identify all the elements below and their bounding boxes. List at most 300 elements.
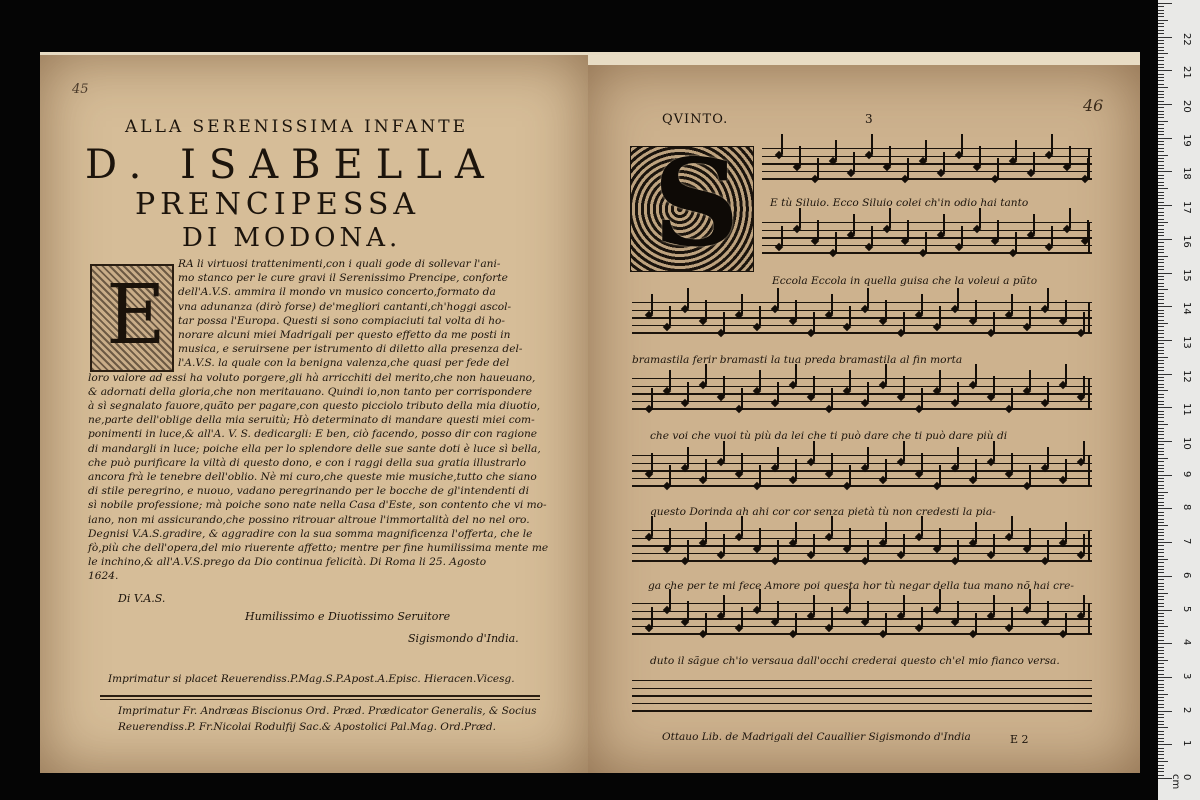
ruler-tick — [1158, 727, 1168, 728]
ruler-tick — [1158, 643, 1172, 644]
note-stem — [961, 226, 963, 246]
ruler-tick — [1158, 23, 1164, 24]
ruler-tick — [1158, 765, 1164, 766]
ruler-tick — [1158, 144, 1164, 145]
ruler-tick — [1158, 212, 1164, 213]
note-stem — [831, 388, 833, 408]
ruler-label: 11 — [1181, 403, 1192, 417]
ruler-tick — [1158, 525, 1168, 526]
page-number: 3 — [865, 112, 873, 126]
lyric-line: ga che per te mi fece Amore poi questa hor tù negar della tua mano nõ hai cre- — [648, 580, 1074, 592]
note-stem — [925, 232, 927, 252]
ruler-tick — [1158, 535, 1164, 536]
ruler-tick — [1158, 465, 1164, 466]
note-stem — [835, 232, 837, 252]
music-staff — [632, 603, 1092, 634]
note-stem — [705, 364, 707, 384]
note-stem — [885, 459, 887, 479]
note-stem — [885, 613, 887, 633]
ruler-tick — [1158, 711, 1172, 712]
note-stem — [1015, 140, 1017, 160]
ruler-tick — [1158, 586, 1164, 587]
ruler-tick — [1158, 259, 1164, 260]
note-stem — [831, 607, 833, 627]
ruler-tick — [1158, 684, 1164, 685]
ruler-tick — [1158, 700, 1164, 701]
note-stem — [993, 441, 995, 461]
bar-line — [1088, 378, 1090, 409]
body-line: & adornati della gloria,che non meritauano. Quindi io,non tanto per corrispondere — [88, 385, 532, 398]
body-line: ne,parte dell'oblige della mia seruitù; Hò determinato di mandare questi miei com- — [88, 414, 535, 427]
ruler-tick — [1158, 299, 1164, 300]
note-stem — [993, 376, 995, 396]
ruler-tick — [1158, 680, 1164, 681]
ruler-tick — [1158, 269, 1164, 270]
ruler-tick — [1158, 198, 1164, 199]
author-signature: Sigismondo d'India. — [408, 632, 519, 645]
note-stem — [831, 453, 833, 473]
note-stem — [781, 134, 783, 154]
note-stem — [1029, 589, 1031, 609]
ruler-tick — [1158, 394, 1164, 395]
ruler-tick — [1158, 539, 1164, 540]
ruler-tick — [1158, 478, 1164, 479]
ruler-tick — [1158, 454, 1164, 455]
note-stem — [813, 595, 815, 615]
note-stem — [835, 140, 837, 160]
note-stem — [777, 540, 779, 560]
note-stem — [759, 370, 761, 390]
ruler-tick — [1158, 707, 1164, 708]
imprimatur-line-2: Imprimatur Fr. Andræas Biscionus Ord. Præd. Prædicator Generalis, & Socius — [118, 705, 537, 717]
ruler-tick — [1158, 744, 1172, 745]
ruler-tick — [1158, 428, 1164, 429]
dedication-heading: ALLA SERENISSIMA INFANTE — [125, 117, 468, 137]
dedication-title: PRENCIPESSA — [135, 187, 421, 222]
note-stem — [885, 300, 887, 320]
note-stem — [1065, 364, 1067, 384]
ruler-tick — [1158, 616, 1164, 617]
note-stem — [939, 465, 941, 485]
note-stem — [957, 540, 959, 560]
decorated-initial-e — [90, 264, 174, 372]
note-stem — [741, 453, 743, 473]
ruler-tick — [1158, 751, 1164, 752]
ruler-tick — [1158, 377, 1164, 378]
bar-line — [1088, 530, 1090, 561]
ruler-tick — [1158, 734, 1164, 735]
ruler-tick — [1158, 374, 1172, 375]
note-stem — [957, 447, 959, 467]
bar-line — [1088, 302, 1090, 333]
ruler-tick — [1158, 306, 1172, 307]
ruler-label: 15 — [1181, 268, 1192, 282]
note-stem — [921, 607, 923, 627]
ruler-tick — [1158, 74, 1164, 75]
ruler-tick — [1158, 242, 1164, 243]
folio-number-left: 45 — [72, 82, 89, 97]
note-stem — [867, 601, 869, 621]
ruler-label: 2 — [1181, 706, 1192, 713]
body-line: tar possa l'Europa. Questi si sono compiaciuti tal volta di ho- — [178, 314, 505, 327]
note-stem — [795, 459, 797, 479]
note-stem — [957, 601, 959, 621]
ruler-tick — [1158, 188, 1168, 189]
ruler-tick — [1158, 697, 1164, 698]
ruler-tick — [1158, 754, 1164, 755]
ruler-tick — [1158, 650, 1164, 651]
ruler-tick — [1158, 552, 1164, 553]
note-stem — [849, 589, 851, 609]
body-line: sì nobile professione; mà poiche sono nate nella Casa d'Este, son contento che vi mo- — [88, 499, 547, 512]
ruler-tick — [1158, 70, 1172, 71]
note-stem — [669, 370, 671, 390]
note-stem — [759, 306, 761, 326]
note-stem — [813, 376, 815, 396]
ruler-label: 17 — [1181, 201, 1192, 214]
note-stem — [687, 447, 689, 467]
note-stem — [741, 388, 743, 408]
ruler-tick — [1158, 522, 1164, 523]
ruler-tick — [1158, 545, 1164, 546]
bar-line — [1088, 455, 1090, 486]
ruler-tick — [1158, 748, 1164, 749]
note-stem — [849, 370, 851, 390]
ruler-tick — [1158, 91, 1164, 92]
ruler-tick — [1158, 566, 1164, 567]
body-line: RA li virtuosi trattenimenti,con i quali gode di sollevar l'ani- — [178, 258, 501, 270]
ruler-label: 8 — [1181, 504, 1192, 511]
note-stem — [1011, 294, 1013, 314]
ruler-tick — [1158, 286, 1164, 287]
ruler-tick — [1158, 485, 1164, 486]
ruler-tick — [1158, 104, 1172, 105]
ruler-tick — [1158, 690, 1164, 691]
ruler-tick — [1158, 424, 1168, 425]
signature-mark: E 2 — [1010, 733, 1029, 746]
divider — [100, 695, 540, 697]
initial-letter: S — [653, 133, 740, 274]
note-stem — [705, 300, 707, 320]
note-stem — [1033, 214, 1035, 234]
ruler-tick — [1158, 721, 1164, 722]
note-stem — [957, 288, 959, 308]
ruler-label: 5 — [1181, 605, 1192, 612]
lyric-line: questo Dorinda ah ahi cor cor senza pietà tù non credesti la pia- — [650, 506, 996, 518]
ruler-tick — [1158, 613, 1164, 614]
ruler-tick — [1158, 222, 1168, 223]
ruler-tick — [1158, 599, 1164, 600]
note-stem — [1047, 382, 1049, 402]
ruler-label: 10 — [1181, 437, 1192, 450]
note-stem — [885, 522, 887, 542]
ruler-tick — [1158, 171, 1172, 172]
ruler-tick — [1158, 350, 1164, 351]
body-line: di mandargli in luce; poiche ella per lo splendore delle sue sante doti è luce sì bella, — [88, 442, 541, 455]
note-stem — [813, 312, 815, 332]
ruler-tick — [1158, 370, 1164, 371]
note-stem — [1047, 288, 1049, 308]
ruler-tick — [1158, 390, 1168, 391]
ruler-tick — [1158, 384, 1164, 385]
note-stem — [853, 152, 855, 172]
note-stem — [723, 376, 725, 396]
note-stem — [777, 382, 779, 402]
ruler-tick — [1158, 232, 1164, 233]
body-line: che può purificare la viltà di questo dono, e con i raggi della sua gratia illustrarlo — [88, 456, 526, 469]
ruler-tick — [1158, 256, 1168, 257]
note-stem — [1083, 376, 1085, 396]
ruler-tick — [1158, 320, 1164, 321]
ruler-tick — [1158, 6, 1164, 7]
note-stem — [723, 534, 725, 554]
ruler-tick — [1158, 529, 1164, 530]
note-stem — [1083, 312, 1085, 332]
note-stem — [777, 288, 779, 308]
music-staff — [762, 148, 1092, 179]
note-stem — [849, 528, 851, 548]
ruler-tick — [1158, 583, 1164, 584]
divider — [100, 699, 540, 700]
note-stem — [1011, 388, 1013, 408]
music-staff — [762, 222, 1092, 253]
ruler-tick — [1158, 768, 1164, 769]
ruler-tick — [1158, 731, 1164, 732]
note-stem — [705, 613, 707, 633]
ruler-tick — [1158, 57, 1164, 58]
note-stem — [795, 364, 797, 384]
ruler-tick — [1158, 161, 1164, 162]
ruler-tick — [1158, 107, 1164, 108]
ruler-tick — [1158, 30, 1164, 31]
ruler-label: 0 cm — [1170, 774, 1192, 790]
ruler-tick — [1158, 468, 1164, 469]
ruler-tick — [1158, 239, 1172, 240]
note-stem — [1033, 152, 1035, 172]
ruler-tick — [1158, 293, 1164, 294]
ruler-tick — [1158, 114, 1164, 115]
note-stem — [975, 459, 977, 479]
note-stem — [705, 522, 707, 542]
decorated-initial-s — [630, 133, 754, 274]
note-stem — [993, 534, 995, 554]
ruler-tick — [1158, 438, 1164, 439]
note-stem — [799, 146, 801, 166]
note-stem — [957, 382, 959, 402]
ruler-tick — [1158, 182, 1164, 183]
ruler-tick — [1158, 471, 1164, 472]
ruler-tick — [1158, 43, 1164, 44]
dedication-name: D. ISABELLA — [85, 142, 497, 188]
ruler-tick — [1158, 64, 1164, 65]
note-stem — [1083, 534, 1085, 554]
ruler-label: 6 — [1181, 571, 1192, 579]
note-stem — [1011, 516, 1013, 536]
ruler-tick — [1158, 431, 1164, 432]
ruler-tick — [1158, 495, 1164, 496]
note-stem — [777, 601, 779, 621]
ruler-tick — [1158, 3, 1172, 4]
folio-number-right: 46 — [1083, 96, 1104, 115]
ruler-tick — [1158, 512, 1164, 513]
ruler-tick — [1158, 310, 1164, 311]
ruler-tick — [1158, 13, 1164, 14]
ruler-tick — [1158, 16, 1164, 17]
ruler-tick — [1158, 158, 1164, 159]
ruler-tick — [1158, 279, 1164, 280]
body-line: le inchino,& all'A.V.S.prego da Dio continua felicità. Di Roma li 25. Agosto — [88, 556, 487, 569]
body-line: Degnisi V.A.S.gradire, & aggradire con la sua somma magnificenza l'offerta, che le — [88, 527, 533, 540]
note-stem — [1069, 146, 1071, 166]
body-line: 1624. — [88, 570, 119, 583]
ruler-tick — [1158, 687, 1164, 688]
ruler-tick — [1158, 704, 1164, 705]
ruler-tick — [1158, 252, 1164, 253]
note-stem — [741, 607, 743, 627]
ruler-tick — [1158, 387, 1164, 388]
note-stem — [867, 382, 869, 402]
ruler-tick — [1158, 316, 1164, 317]
ruler-tick — [1158, 660, 1168, 661]
ruler-tick — [1158, 461, 1164, 462]
note-stem — [1011, 453, 1013, 473]
ruler-tick — [1158, 215, 1164, 216]
ruler-tick — [1158, 492, 1168, 493]
note-stem — [1065, 522, 1067, 542]
body-line: à sì segnalato fauore,quãto per pagare,con questo picciolo tributo della mia diuotio, — [88, 400, 541, 412]
body-line: dell'A.V.S. ammira il mondo vn musico concerto,formato da — [178, 286, 496, 299]
note-stem — [705, 459, 707, 479]
ruler-tick — [1158, 623, 1164, 624]
ruler-tick — [1158, 134, 1164, 135]
ruler-tick — [1158, 407, 1172, 408]
book-footer: Ottauo Lib. de Madrigali del Cauallier Sigismondo d'India — [662, 731, 971, 743]
note-stem — [1083, 595, 1085, 615]
ruler-tick — [1158, 37, 1172, 38]
ruler-tick — [1158, 401, 1164, 402]
body-line: fò,più che dell'opera,del mio riuerente affetto; mentre per fine humilissima mente me — [88, 542, 549, 554]
ruler-label: 1 — [1181, 740, 1192, 747]
ruler-tick — [1158, 53, 1168, 54]
ruler-tick — [1158, 77, 1164, 78]
ruler-tick — [1158, 192, 1164, 193]
ruler-tick — [1158, 97, 1164, 98]
ruler-tick — [1158, 448, 1164, 449]
ruler-tick — [1158, 636, 1164, 637]
ruler-tick — [1158, 296, 1164, 297]
closing: Humilissimo e Diuotissimo Seruitore — [245, 610, 451, 623]
note-stem — [849, 306, 851, 326]
ruler-tick — [1158, 333, 1164, 334]
note-stem — [781, 226, 783, 246]
ruler-tick — [1158, 47, 1164, 48]
ruler-tick — [1158, 363, 1164, 364]
ruler-tick — [1158, 155, 1168, 156]
ruler-label: 19 — [1181, 133, 1192, 147]
note-stem — [993, 595, 995, 615]
note-stem — [885, 364, 887, 384]
ruler-tick — [1158, 128, 1164, 129]
note-stem — [867, 540, 869, 560]
ruler-tick — [1158, 434, 1164, 435]
note-stem — [1029, 528, 1031, 548]
ruler-tick — [1158, 283, 1164, 284]
ruler-tick — [1158, 337, 1164, 338]
ruler-tick — [1158, 229, 1164, 230]
salutation: Di V.A.S. — [118, 592, 166, 605]
ruler-tick — [1158, 741, 1164, 742]
ruler-tick — [1158, 562, 1164, 563]
ruler-tick — [1158, 404, 1164, 405]
ruler-tick — [1158, 771, 1164, 772]
lyric-line: E tù Siluio. Ecco Siluio colei ch'in odio hai tanto — [770, 197, 1029, 209]
lyric-line: bramastila ferir bramasti la tua preda bramastila al fin morta — [632, 354, 963, 366]
note-stem — [867, 447, 869, 467]
note-stem — [997, 158, 999, 178]
ruler-tick — [1158, 80, 1164, 81]
ruler-tick — [1158, 165, 1164, 166]
note-stem — [903, 376, 905, 396]
ruler-tick — [1158, 653, 1164, 654]
note-stem — [943, 152, 945, 172]
note-stem — [921, 294, 923, 314]
ruler-tick — [1158, 273, 1172, 274]
ruler-label: 12 — [1181, 369, 1192, 383]
ruler-tick — [1158, 313, 1164, 314]
note-stem — [849, 465, 851, 485]
ruler-tick — [1158, 205, 1172, 206]
lyric-line: Eccola Eccola in quella guisa che la voleui a pũto — [772, 275, 1038, 287]
ruler-tick — [1158, 505, 1164, 506]
ruler-tick — [1158, 367, 1164, 368]
note-stem — [1047, 601, 1049, 621]
ruler-tick — [1158, 249, 1164, 250]
music-staff — [632, 680, 1092, 711]
note-stem — [687, 540, 689, 560]
note-stem — [723, 441, 725, 461]
note-stem — [961, 134, 963, 154]
note-stem — [907, 158, 909, 178]
note-stem — [651, 516, 653, 536]
ruler-tick — [1158, 141, 1164, 142]
ruler-tick — [1158, 663, 1164, 664]
ruler-tick — [1158, 26, 1164, 27]
note-stem — [889, 208, 891, 228]
ruler-tick — [1158, 397, 1164, 398]
ruler-label: 7 — [1181, 538, 1192, 545]
note-stem — [889, 146, 891, 166]
body-line: iano, non mi assicurando,che possino ritrouar altroue l'immortalità del no nel oro. — [88, 513, 530, 526]
ruler-tick — [1158, 276, 1164, 277]
note-stem — [1051, 226, 1053, 246]
ruler-tick — [1158, 195, 1164, 196]
note-stem — [1065, 300, 1067, 320]
imprimatur-line-3: Reuerendiss.P. Fr.Nicolai Rodulfij Sac.& Apostolici Pal.Mag. Ord.Præd. — [118, 721, 496, 733]
note-stem — [871, 226, 873, 246]
note-stem — [669, 465, 671, 485]
ruler-tick — [1158, 670, 1164, 671]
note-stem — [1047, 447, 1049, 467]
ruler-tick — [1158, 202, 1164, 203]
ruler-tick — [1158, 576, 1172, 577]
note-stem — [939, 589, 941, 609]
ruler-tick — [1158, 630, 1164, 631]
note-stem — [651, 453, 653, 473]
note-stem — [993, 312, 995, 332]
note-stem — [903, 312, 905, 332]
note-stem — [975, 364, 977, 384]
ruler-tick — [1158, 121, 1168, 122]
